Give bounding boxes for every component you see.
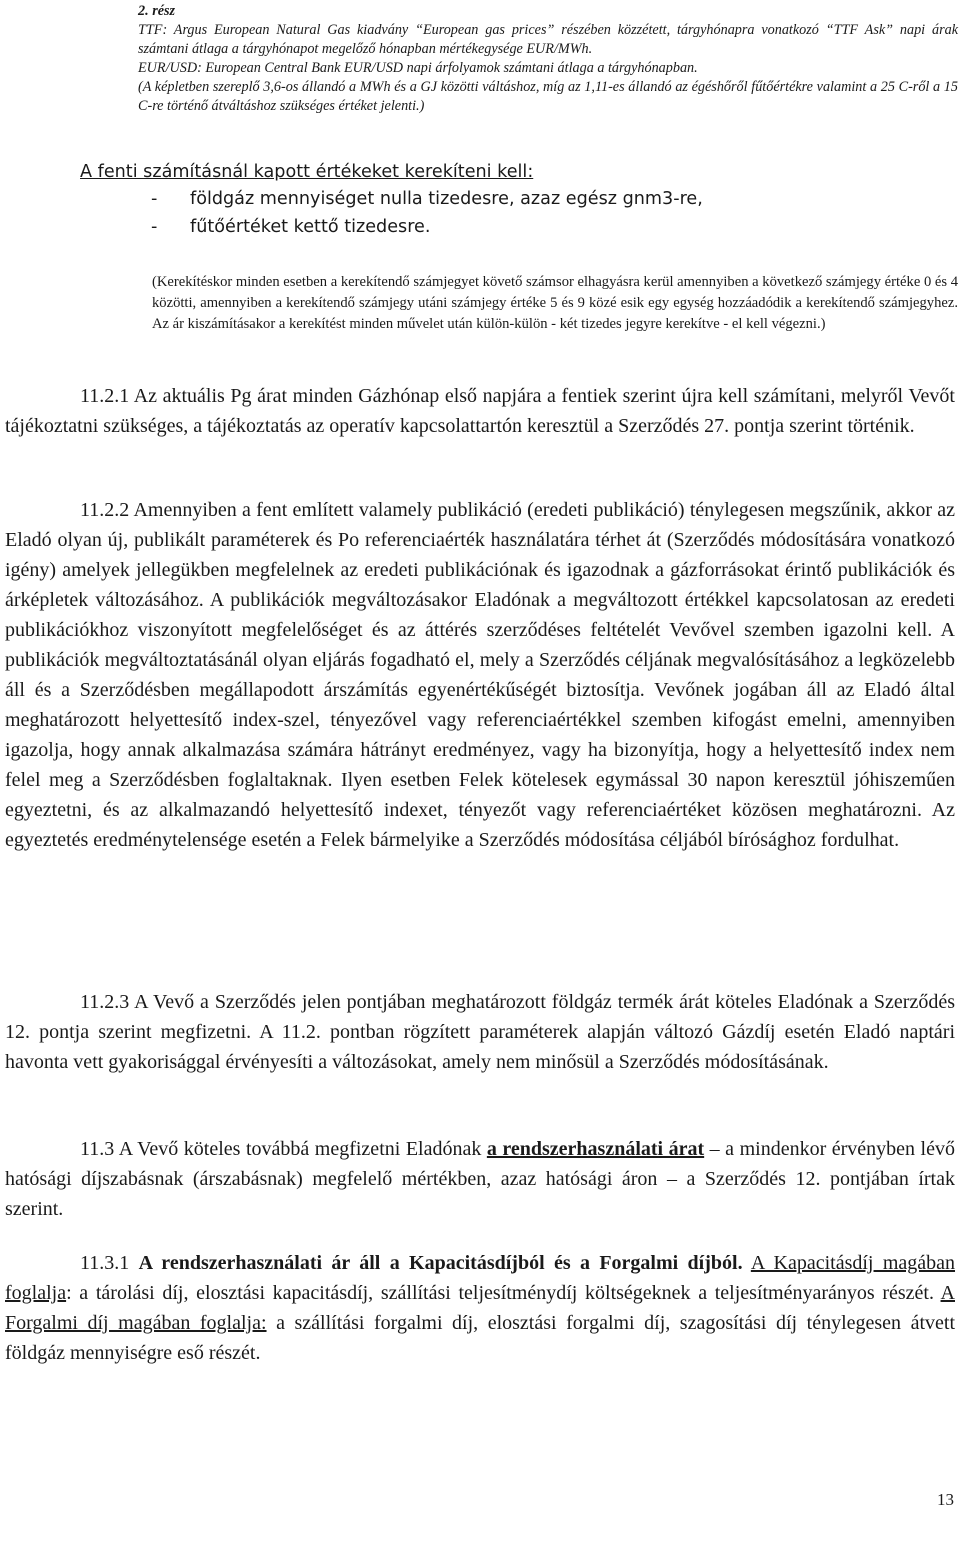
dash-marker: - [151, 189, 158, 209]
paragraph [5, 987, 955, 1077]
section-number: 11.2.2 [80, 499, 130, 521]
capacity-fee-label: A Kapacitásdíj magában foglalja [5, 1252, 956, 1304]
paragraph [5, 381, 955, 441]
paragraph [5, 1248, 955, 1368]
formula-constants-note: (A képletben szereplő 3,6-os állandó a MWh és a GJ közötti váltáshoz, míg az 1,11-es állandó az égéshőről fűtőértékre valamint a 25 C-ről a 15 C-re történő átváltáshoz szükséges értéket jelenti.) [138, 79, 958, 114]
ttf-definition: TTF: Argus European Natural Gas kiadvány “European gas prices” részében közzétett, tárgyhónapra vonatkozó “TTF Ask” napi árak számtani átlaga a tárgyhónapot megelőző hónapban mértékegysége EUR/MWh. [138, 22, 958, 57]
section-11-2-2 [5, 495, 955, 855]
traffic-fee-text: a szállítási forgalmi díj, elosztási forgalmi díj, szagosítási díj ténylegesen átvett földgáz mennyiségre eső részét. [5, 1312, 956, 1364]
section-number: 11.2.1 [80, 385, 130, 407]
section-11-3-1 [5, 1248, 955, 1368]
capacity-fee-text: : a tárolási díj, elosztási kapacitásdíj, szállítási teljesítménydíj költségeknek a teljesítményarányos részét. [66, 1282, 934, 1304]
section-text: Az aktuális Pg árat minden Gázhónap első napjára a fentiek szerint újra kell számítani, melyről Vevőt tájékoztatni szükséges, a tájékoztatás az operatív kapcsolattartón keresztül a Szerződés 27. pontja szerint történik. [5, 385, 955, 437]
rounding-title: A fenti számításnál kapott értékeket kerekíteni kell: [80, 162, 534, 182]
bullet-text: földgáz mennyiséget nulla tizedesre, azaz egész gnm3-re, [190, 189, 703, 209]
section-number: 11.3 [80, 1138, 115, 1160]
bullet-text: fűtőértéket kettő tizedesre. [190, 217, 431, 237]
section-text: Amennyiben a fent említett valamely publikáció (eredeti publikáció) ténylegesen megszűnik, akkor az Eladó olyan új, publikált paraméterek és Po referenciaérték használatára térhet át (Szerződés módosítására vonatkozó igény) amelyek jellegükben megfelelnek az eredeti publikációnak és igazodnak a gázforrásokat érintő publikációk és árképletek változásához. A publikációk megváltozásakor Eladónak a megváltozott értékkel kapcsolatosan az eredeti publikációkhoz viszonyított megfelelőséget és az áttérés szerződéses feltételét Vevővel szemben igazolni kell. A publikációk megváltoztatásánál olyan eljárás fogadható el, mely a Szerződés céljának megvalósításához a legközelebb áll és a Szerződésben megállapodott árszámítás egyenértékűségét biztosítja. Vevőnek jogában áll az Eladó által meghatározott helyettesítő index-szel, tényezővel vagy referenciaértékkel szemben kifogást emelni, amennyiben igazolja, hogy annak alkalmazása számára hátrányt eredményez, vagy ha bizonyítja, hogy a helyettesítő index nem felel meg a Szerződésben foglaltaknak. Ilyen esetben Felek kötelesek egymással 30 napon keresztül jóhiszeműen egyeztetni, és az alkalmazandó helyettesítő indexet, tényezőt vagy referenciaértéket közösen meghatározni. Az egyeztetés eredménytelensége esetén a Felek bármelyike a Szerződés módosítása céljából bírósághoz fordulhat. [5, 499, 955, 851]
section-11-2-3 [5, 987, 955, 1077]
section-11-3 [5, 1134, 955, 1224]
rounding-bullet [80, 185, 960, 213]
emphasized-term: a rendszerhasználati árat [486, 1138, 705, 1160]
rounding-bullet [80, 213, 960, 241]
section-11-2-1 [5, 381, 955, 441]
dash-marker: - [151, 217, 158, 237]
section-text: A Vevő köteles továbbá megfizetni Eladónak [118, 1138, 482, 1160]
footnote-block [138, 2, 958, 116]
section-text: A Vevő a Szerződés jelen pontjában meghatározott földgáz termék árát köteles Eladónak a Szerződés 12. pontja szerint megfizetni. A 11.2. pontban rögzített paraméterek alapján változó Gázdíj esetén Eladó naptári havonta vett gyakorisággal érvényesíti a változásokat, amely nem minősül a Szerződés módosításának. [5, 991, 955, 1073]
section-number: 11.2.3 [80, 991, 130, 1013]
paragraph [5, 1134, 955, 1224]
rounding-rules [80, 159, 960, 241]
section-number: 11.3.1 [80, 1252, 130, 1274]
part-heading: 2. rész [138, 3, 176, 19]
page-number: 13 [937, 1490, 954, 1509]
traffic-fee-label: A Forgalmi díj magában foglalja: [5, 1282, 955, 1334]
paragraph [5, 495, 955, 855]
section-text: – a mindenkor érvényben lévő hatósági díjszabásnak (árszabásnak) megfelelő mértékben, azaz hatósági áron – a Szerződés 12. pontjában írtak szerint. [5, 1138, 955, 1220]
bold-statement: A rendszerhasználati ár áll a Kapacitásdíjból és a Forgalmi díjból. [138, 1252, 743, 1274]
eurusd-definition: EUR/USD: European Central Bank EUR/USD napi árfolyamok számtani átlaga a tárgyhónapban. [138, 60, 698, 76]
rounding-note: (Kerekítéskor minden esetben a kerekítendő számjegyet követő számsor elhagyásra kerül amennyiben a következő számjegy értéke 0 és 4 közötti, amennyiben a kerekítendő számjegy utáni számjegy értéke 5 és 9 közé esik egy egység hozzáadódik a kerekítendő számjegyhez. Az ár kiszámításakor a kerekítést minden művelet után külön-külön - két tizedes jegyre kerekítve - el kell végezni.) [152, 274, 958, 332]
